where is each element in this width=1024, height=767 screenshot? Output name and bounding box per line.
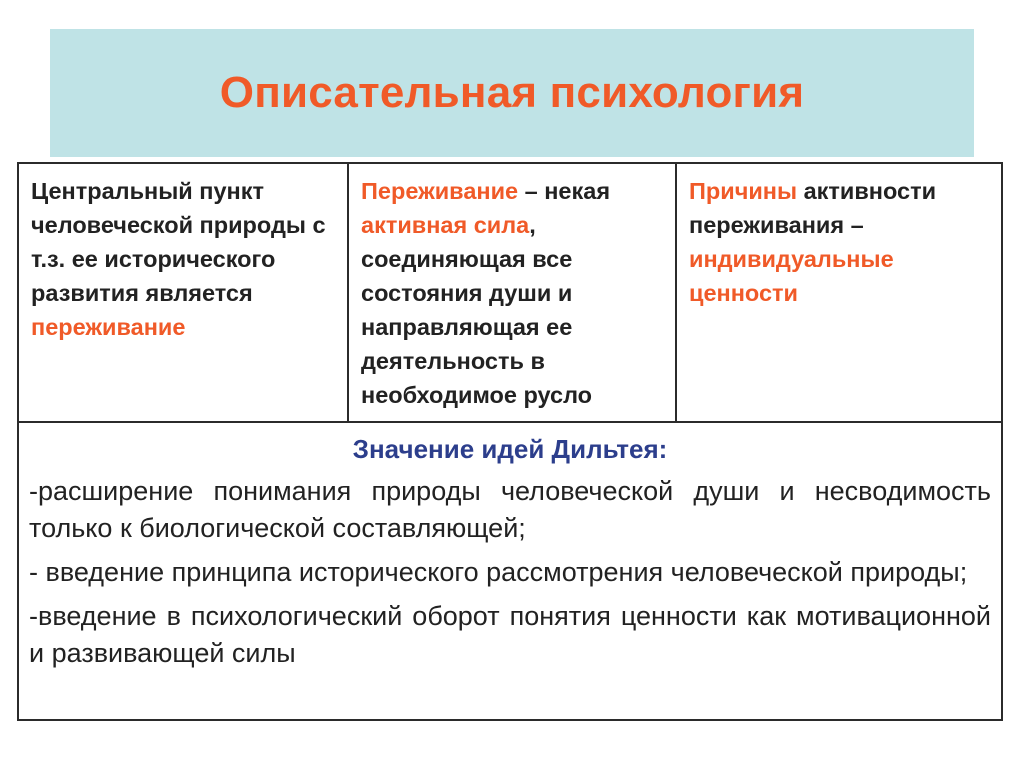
meaning-item: -введение в психологический оборот понятия ценности как мотивационной и развивающей силы [29,601,991,668]
meaning-heading: Значение идей Дильтея: [352,434,668,464]
cell-highlight: Переживание [361,178,519,204]
definition-row [19,164,1001,423]
meaning-item: -расширение понимания природы человеческой души и несводимость только к биологической составляющей; [29,476,991,543]
meaning-section [19,423,1001,719]
cell-experience-definition [349,164,677,421]
slide-title: Описательная психология [219,68,805,117]
cell-text: Центральный пункт человеческой природы с т.з. ее исторического развития является [31,178,326,306]
meaning-item: - введение принципа исторического рассмотрения человеческой природы; [29,557,968,587]
cell-text: – некая [518,178,611,204]
cell-highlight: активная сила [361,212,530,238]
cell-causes [677,164,1001,421]
title-band [50,29,974,157]
cell-text: активности переживания – [689,178,937,238]
content-frame [17,162,1003,721]
cell-central-point [19,164,349,421]
cell-highlight: индивидуальные ценности [689,246,894,306]
cell-text: , соединяющая все состояния души и направляющая ее деятельность в необходимое русло [361,212,593,408]
cell-highlight: переживание [31,314,186,340]
cell-highlight: Причины [689,178,798,204]
